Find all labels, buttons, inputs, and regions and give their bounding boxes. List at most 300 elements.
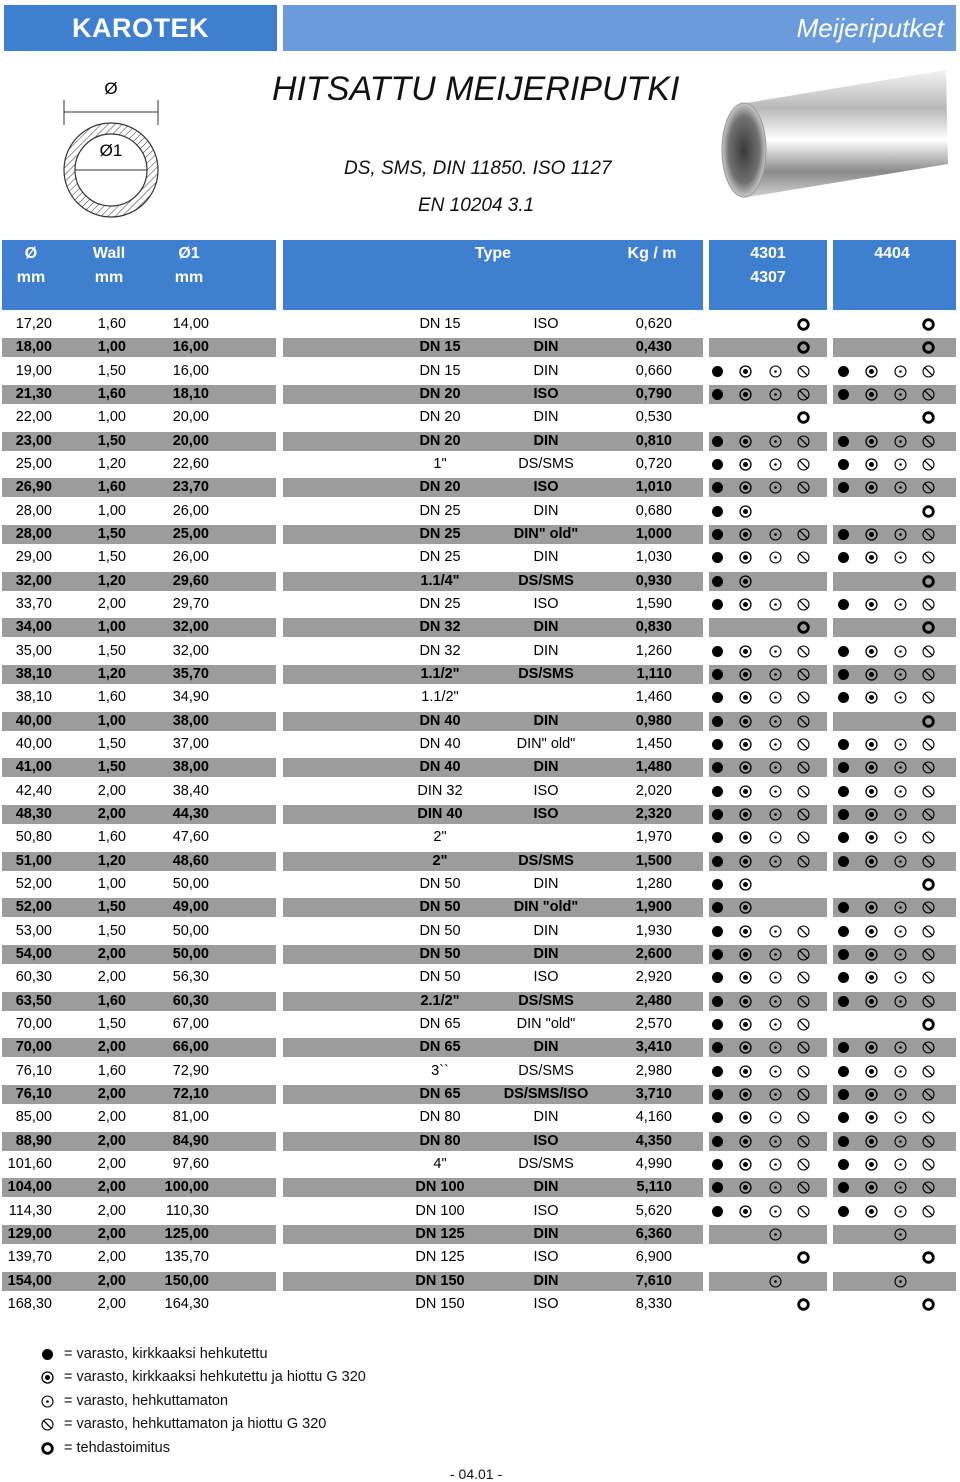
cell-dn: DN 50: [419, 875, 461, 892]
dotted-circle-bold-icon: [864, 1064, 879, 1079]
cell-standard: ISO: [533, 1132, 559, 1149]
cell-od: 18,00: [15, 339, 52, 356]
row-band: [833, 502, 956, 521]
slashed-circle-icon: [921, 1157, 936, 1172]
dotted-circle-icon: [768, 854, 783, 869]
dotted-circle-bold-icon: [864, 364, 879, 379]
cell-standard: DIN: [533, 1179, 559, 1196]
cell-id: 84,90: [172, 1132, 209, 1149]
cell-wall: 1,60: [97, 689, 126, 706]
dotted-circle-bold-icon: [738, 457, 753, 472]
cell-standard: DIN: [533, 922, 559, 939]
filled-dot-icon: [836, 1180, 851, 1195]
cell-wall: 1,50: [97, 526, 126, 542]
cell-wall: 1,50: [97, 759, 126, 776]
dotted-circle-bold-icon: [864, 1134, 879, 1149]
cell-standard: DIN "old": [513, 899, 579, 916]
cell-standard: DIN: [533, 409, 559, 426]
cell-od: 21,30: [15, 386, 52, 402]
table-row: [0, 384, 960, 405]
cell-standard: ISO: [533, 805, 559, 822]
dotted-circle-icon: [893, 1180, 908, 1195]
dotted-circle-bold-icon: [864, 644, 879, 659]
filled-dot-icon: [836, 830, 851, 845]
filled-dot-icon: [836, 760, 851, 775]
cell-id: 14,00: [172, 316, 209, 332]
cell-wall: 1,00: [97, 875, 126, 892]
cell-dn: DN 25: [419, 502, 461, 519]
header-kg: Kg / m: [627, 245, 677, 262]
dotted-circle-icon: [893, 737, 908, 752]
dotted-circle-bold-icon: [738, 690, 753, 705]
filled-dot-icon: [710, 830, 725, 845]
dotted-circle-bold-icon: [738, 830, 753, 845]
cell-standard: DIN: [533, 432, 559, 449]
cell-od: 139,70: [7, 1249, 52, 1266]
dotted-circle-bold-icon: [738, 1087, 753, 1102]
slashed-circle-icon: [921, 924, 936, 939]
cell-id: 23,70: [172, 479, 209, 496]
cell-standard: DIN: [533, 362, 559, 379]
slashed-circle-icon: [796, 1180, 811, 1195]
filled-dot-icon: [40, 1347, 55, 1362]
cell-id: 20,00: [172, 409, 209, 426]
cell-id: 150,00: [164, 1272, 209, 1289]
dotted-circle-bold-icon: [738, 714, 753, 729]
table-row: [0, 1294, 960, 1315]
cell-kg: 2,980: [635, 1062, 672, 1079]
dotted-circle-icon: [768, 807, 783, 822]
filled-dot-icon: [836, 480, 851, 495]
cell-wall: 2,00: [97, 1202, 126, 1219]
slashed-circle-icon: [796, 1204, 811, 1219]
slashed-circle-icon: [796, 1157, 811, 1172]
slashed-circle-icon: [796, 830, 811, 845]
cell-standard: DIN" old": [516, 735, 576, 752]
dotted-circle-icon: [893, 1087, 908, 1102]
dotted-circle-bold-icon: [738, 807, 753, 822]
cell-dn: DN 125: [415, 1249, 465, 1266]
row-band: [709, 898, 827, 917]
cell-dn: DN 150: [415, 1295, 465, 1312]
dotted-circle-icon: [768, 434, 783, 449]
cell-wall: 1,00: [97, 619, 126, 636]
cell-od: 50,80: [15, 829, 52, 846]
cell-wall: 1,50: [97, 1015, 126, 1032]
cell-od: 32,00: [15, 572, 52, 589]
table-row: [0, 804, 960, 825]
cell-kg: 0,790: [635, 386, 672, 402]
dotted-circle-icon: [768, 1017, 783, 1032]
table-row: [0, 687, 960, 708]
page-number: - 04.01 -: [450, 1466, 503, 1482]
cell-od: 35,00: [15, 642, 52, 659]
cell-standard: DIN: [533, 502, 559, 519]
table-row: [0, 454, 960, 475]
dotted-circle-bold-icon: [738, 970, 753, 985]
slashed-circle-icon: [921, 597, 936, 612]
dotted-circle-bold-icon: [738, 854, 753, 869]
ring-icon: [40, 1441, 55, 1456]
ring-icon: [921, 317, 936, 332]
cell-standard: DS/SMS: [518, 1062, 574, 1079]
cell-id: 67,00: [172, 1015, 209, 1032]
filled-dot-icon: [836, 924, 851, 939]
dotted-circle-icon: [768, 690, 783, 705]
dotted-circle-icon: [40, 1394, 55, 1409]
table-row: [0, 944, 960, 965]
cell-kg: 0,620: [635, 316, 672, 332]
dotted-circle-icon: [893, 434, 908, 449]
header-wall: Wall: [92, 245, 126, 262]
slashed-circle-icon: [796, 947, 811, 962]
dotted-circle-icon: [893, 690, 908, 705]
table-row: [0, 1224, 960, 1245]
cell-id: 29,70: [172, 596, 209, 612]
dotted-circle-bold-icon: [738, 644, 753, 659]
cell-dn: 2": [432, 852, 448, 869]
table-row: [0, 477, 960, 498]
cell-dn: DN 32: [419, 642, 461, 659]
cell-wall: 1,50: [97, 899, 126, 916]
pipe-cross-section-diagram: [56, 70, 166, 220]
cell-standard: DS/SMS: [518, 572, 574, 589]
cell-kg: 1,500: [635, 852, 672, 869]
table-row: [0, 617, 960, 638]
slashed-circle-icon: [796, 1040, 811, 1055]
cell-standard: ISO: [533, 479, 559, 496]
slashed-circle-icon: [796, 457, 811, 472]
filled-dot-icon: [710, 690, 725, 705]
filled-dot-icon: [710, 854, 725, 869]
dotted-circle-icon: [768, 1157, 783, 1172]
dotted-circle-bold-icon: [864, 690, 879, 705]
cell-dn: DN 15: [419, 362, 461, 379]
filled-dot-icon: [836, 1087, 851, 1102]
cell-kg: 4,160: [635, 1109, 672, 1126]
slashed-circle-icon: [796, 760, 811, 775]
row-band: [833, 712, 956, 731]
cell-id: 34,90: [172, 689, 209, 706]
table-row: [0, 594, 960, 615]
cell-standard: ISO: [533, 596, 559, 612]
row-band: [833, 875, 956, 894]
inner-diameter-label: Ø1: [99, 141, 123, 160]
table-row: [0, 1107, 960, 1128]
cell-id: 97,60: [172, 1155, 209, 1172]
norm-subtitle: EN 10204 3.1: [418, 195, 535, 216]
slashed-circle-icon: [796, 807, 811, 822]
filled-dot-icon: [710, 667, 725, 682]
cell-dn: DN 80: [419, 1132, 461, 1149]
filled-dot-icon: [710, 1040, 725, 1055]
cell-kg: 5,110: [636, 1179, 672, 1196]
cell-kg: 0,530: [635, 409, 672, 426]
cell-dn: DN 25: [419, 549, 461, 566]
table-row: [0, 967, 960, 988]
dotted-circle-bold-icon: [738, 527, 753, 542]
dotted-circle-bold-icon: [864, 434, 879, 449]
dotted-circle-bold-icon: [864, 480, 879, 495]
cell-kg: 1,460: [635, 689, 672, 706]
dotted-circle-icon: [893, 644, 908, 659]
dotted-circle-bold-icon: [864, 1110, 879, 1125]
legend-text: = tehdastoimitus: [64, 1439, 170, 1456]
cell-standard: ISO: [533, 316, 559, 332]
cell-standard: DS/SMS: [518, 666, 574, 682]
dotted-circle-bold-icon: [738, 760, 753, 775]
row-band: [709, 875, 827, 894]
cell-id: 26,00: [172, 502, 209, 519]
cell-od: 76,10: [15, 1062, 52, 1079]
filled-dot-icon: [836, 364, 851, 379]
ring-icon: [921, 1250, 936, 1265]
slashed-circle-icon: [921, 947, 936, 962]
cell-dn: DN 20: [419, 479, 461, 496]
cell-kg: 1,450: [635, 735, 672, 752]
cell-id: 49,00: [172, 899, 209, 916]
cell-kg: 6,900: [635, 1249, 672, 1266]
dotted-circle-icon: [893, 784, 908, 799]
table-row: [0, 1131, 960, 1152]
slashed-circle-icon: [921, 1110, 936, 1125]
slashed-circle-icon: [921, 830, 936, 845]
cell-dn: 4": [433, 1155, 447, 1172]
dotted-circle-bold-icon: [738, 947, 753, 962]
cell-od: 154,00: [7, 1272, 52, 1289]
cell-standard: DS/SMS/ISO: [503, 1085, 589, 1102]
cell-od: 53,00: [15, 922, 52, 939]
filled-dot-icon: [710, 807, 725, 822]
dotted-circle-icon: [893, 900, 908, 915]
slashed-circle-icon: [921, 737, 936, 752]
dotted-circle-icon: [893, 1204, 908, 1219]
slashed-circle-icon: [921, 1087, 936, 1102]
filled-dot-icon: [710, 457, 725, 472]
cell-id: 50,00: [172, 945, 209, 962]
cell-wall: 2,00: [97, 1039, 126, 1056]
filled-dot-icon: [710, 574, 725, 589]
table-row: [0, 711, 960, 732]
dotted-circle-bold-icon: [738, 784, 753, 799]
dotted-circle-bold-icon: [864, 1157, 879, 1172]
cell-od: 104,00: [7, 1179, 52, 1196]
dotted-circle-bold-icon: [738, 387, 753, 402]
ring-icon: [796, 317, 811, 332]
dotted-circle-bold-icon: [864, 924, 879, 939]
filled-dot-icon: [836, 434, 851, 449]
table-row: [0, 1084, 960, 1105]
cell-dn: DN 65: [419, 1085, 461, 1102]
cell-wall: 1,20: [97, 572, 126, 589]
ring-icon: [921, 714, 936, 729]
dotted-circle-bold-icon: [738, 1134, 753, 1149]
cell-id: 44,30: [172, 805, 209, 822]
cell-od: 42,40: [15, 782, 52, 799]
cell-id: 100,00: [164, 1179, 209, 1196]
dotted-circle-icon: [768, 1180, 783, 1195]
dotted-circle-bold-icon: [864, 1087, 879, 1102]
table-row: [0, 664, 960, 685]
cell-dn: DN 65: [419, 1015, 461, 1032]
cell-kg: 0,810: [635, 432, 672, 449]
slashed-circle-icon: [40, 1417, 55, 1432]
cell-id: 66,00: [172, 1039, 209, 1056]
cell-dn: DN 100: [415, 1202, 465, 1219]
slashed-circle-icon: [796, 690, 811, 705]
cell-wall: 1,60: [97, 829, 126, 846]
cell-standard: DIN" old": [513, 526, 579, 542]
cell-od: 85,00: [15, 1109, 52, 1126]
slashed-circle-icon: [921, 480, 936, 495]
slashed-circle-icon: [921, 364, 936, 379]
filled-dot-icon: [710, 924, 725, 939]
ring-icon: [796, 620, 811, 635]
cell-standard: ISO: [533, 782, 559, 799]
cell-dn: DN 20: [419, 386, 461, 402]
cell-id: 56,30: [172, 969, 209, 986]
dotted-circle-bold-icon: [738, 597, 753, 612]
header-4301: 4301: [750, 245, 786, 262]
cell-kg: 0,930: [635, 572, 672, 589]
cell-standard: DIN: [533, 875, 559, 892]
cell-od: 88,90: [15, 1132, 52, 1149]
slashed-circle-icon: [921, 760, 936, 775]
slashed-circle-icon: [921, 784, 936, 799]
cell-kg: 2,320: [635, 805, 672, 822]
table-row: [0, 1247, 960, 1268]
filled-dot-icon: [836, 1040, 851, 1055]
table-row: [0, 734, 960, 755]
dotted-circle-icon: [768, 760, 783, 775]
cell-id: 72,10: [172, 1085, 209, 1102]
dotted-circle-icon: [893, 1157, 908, 1172]
cell-kg: 2,600: [635, 945, 672, 962]
cell-od: 22,00: [15, 409, 52, 426]
cell-id: 22,60: [172, 456, 209, 472]
slashed-circle-icon: [921, 457, 936, 472]
cell-dn: 1.1/4": [420, 572, 460, 589]
cell-od: 28,00: [15, 502, 52, 519]
cell-wall: 2,00: [97, 1132, 126, 1149]
row-band: [833, 1248, 956, 1267]
dotted-circle-bold-icon: [864, 900, 879, 915]
table-row: [0, 1037, 960, 1058]
dotted-circle-icon: [768, 924, 783, 939]
filled-dot-icon: [710, 1157, 725, 1172]
legend-text: = varasto, kirkkaaksi hehkutettu: [64, 1346, 268, 1362]
cell-standard: ISO: [533, 386, 559, 402]
cell-id: 32,00: [172, 619, 209, 636]
dotted-circle-bold-icon: [864, 457, 879, 472]
filled-dot-icon: [836, 970, 851, 985]
dotted-circle-icon: [768, 994, 783, 1009]
cell-id: 37,00: [172, 735, 209, 752]
dotted-circle-icon: [893, 970, 908, 985]
ring-icon: [796, 1297, 811, 1312]
cell-kg: 0,680: [635, 502, 672, 519]
filled-dot-icon: [710, 387, 725, 402]
cell-kg: 4,990: [635, 1155, 672, 1172]
slashed-circle-icon: [921, 527, 936, 542]
cell-standard: DIN: [533, 619, 559, 636]
dotted-circle-icon: [893, 1227, 908, 1242]
slashed-circle-icon: [796, 644, 811, 659]
dotted-circle-icon: [893, 1274, 908, 1289]
filled-dot-icon: [710, 994, 725, 1009]
dotted-circle-icon: [893, 364, 908, 379]
slashed-circle-icon: [921, 807, 936, 822]
cell-wall: 2,00: [97, 1109, 126, 1126]
dotted-circle-bold-icon: [864, 387, 879, 402]
cell-id: 29,60: [172, 572, 209, 589]
slashed-circle-icon: [921, 550, 936, 565]
cell-kg: 8,330: [635, 1295, 672, 1312]
cell-dn: DN 40: [419, 735, 461, 752]
dotted-circle-icon: [768, 550, 783, 565]
cell-kg: 1,480: [635, 759, 672, 776]
cell-dn: DN 32: [419, 619, 461, 636]
cell-dn: DN 40: [419, 712, 461, 729]
dotted-circle-bold-icon: [738, 877, 753, 892]
cell-standard: DIN: [533, 1225, 559, 1242]
dotted-circle-bold-icon: [864, 947, 879, 962]
dotted-circle-bold-icon: [40, 1370, 55, 1385]
cell-wall: 1,00: [97, 712, 126, 729]
dotted-circle-icon: [893, 854, 908, 869]
filled-dot-icon: [836, 784, 851, 799]
filled-dot-icon: [710, 877, 725, 892]
dotted-circle-bold-icon: [738, 667, 753, 682]
cell-od: 41,00: [15, 759, 52, 776]
slashed-circle-icon: [796, 1134, 811, 1149]
slashed-circle-icon: [796, 667, 811, 682]
slashed-circle-icon: [921, 387, 936, 402]
dotted-circle-bold-icon: [738, 1040, 753, 1055]
dotted-circle-icon: [893, 994, 908, 1009]
cell-id: 110,30: [165, 1202, 209, 1219]
slashed-circle-icon: [796, 480, 811, 495]
cell-wall: 2,00: [97, 596, 126, 612]
table-header: [0, 240, 960, 310]
filled-dot-icon: [836, 690, 851, 705]
dotted-circle-icon: [768, 970, 783, 985]
pipe-image: [718, 62, 950, 202]
cell-id: 164,30: [164, 1295, 209, 1312]
slashed-circle-icon: [796, 714, 811, 729]
table-row: [0, 641, 960, 662]
cell-id: 38,40: [172, 782, 209, 799]
dotted-circle-icon: [768, 947, 783, 962]
dotted-circle-icon: [893, 760, 908, 775]
slashed-circle-icon: [796, 364, 811, 379]
dotted-circle-icon: [893, 947, 908, 962]
cell-kg: 1,930: [635, 922, 672, 939]
cell-wall: 1,50: [97, 642, 126, 659]
slashed-circle-icon: [796, 434, 811, 449]
dotted-circle-bold-icon: [864, 807, 879, 822]
slashed-circle-icon: [796, 597, 811, 612]
ring-icon: [796, 1250, 811, 1265]
ring-icon: [921, 340, 936, 355]
slashed-circle-icon: [796, 550, 811, 565]
filled-dot-icon: [710, 597, 725, 612]
dotted-circle-bold-icon: [738, 1180, 753, 1195]
filled-dot-icon: [710, 947, 725, 962]
dotted-circle-icon: [768, 527, 783, 542]
brand-header: [4, 5, 277, 51]
filled-dot-icon: [710, 550, 725, 565]
